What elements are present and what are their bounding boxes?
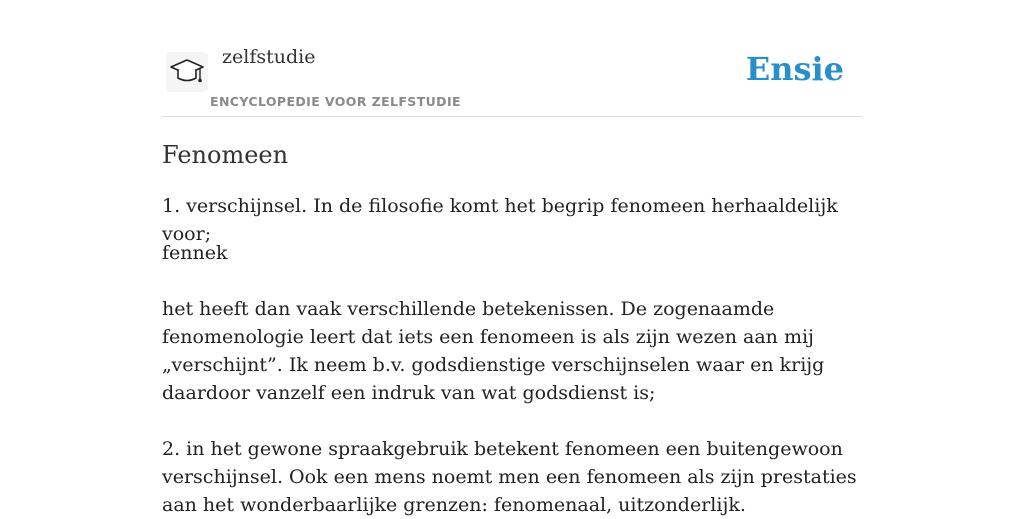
article-title: Fenomeen	[162, 141, 289, 169]
site-header	[162, 0, 862, 117]
article-paragraph: het heeft dan vaak verschillende betekenissen. De zogenaamde fenomenologie leert dat iets een fenomeen is als zijn wezen aan mij „verschijnt”. Ik neem b.v. godsdienstige verschijnselen waar en krijg daardoor vanzelf een indruk van wat godsdienst is;	[162, 298, 825, 404]
graduation-cap-icon	[169, 57, 205, 87]
site-tagline: ENCYCLOPEDIE VOOR ZELFSTUDIE	[210, 94, 461, 109]
page	[162, 0, 862, 516]
article	[162, 140, 862, 516]
article-paragraph: 1. verschijnsel. In de filosofie komt het begrip fenomeen herhaaldelijk voor;	[162, 195, 838, 245]
site-name-link[interactable]: zelfstudie	[222, 46, 316, 68]
article-paragraph: 2. in het gewone spraakgebruik betekent fenomeen een buitengewoon verschijnsel. Ook een mens noemt men een fenomeen als zijn prestaties aan het wonderbaarlijke grenzen: fenomenaal, uitzonderlijk.	[162, 438, 857, 516]
related-term-link[interactable]: fennek	[162, 242, 228, 264]
brand-logo-link[interactable]: Ensie	[745, 50, 844, 88]
site-logo[interactable]	[166, 52, 208, 92]
